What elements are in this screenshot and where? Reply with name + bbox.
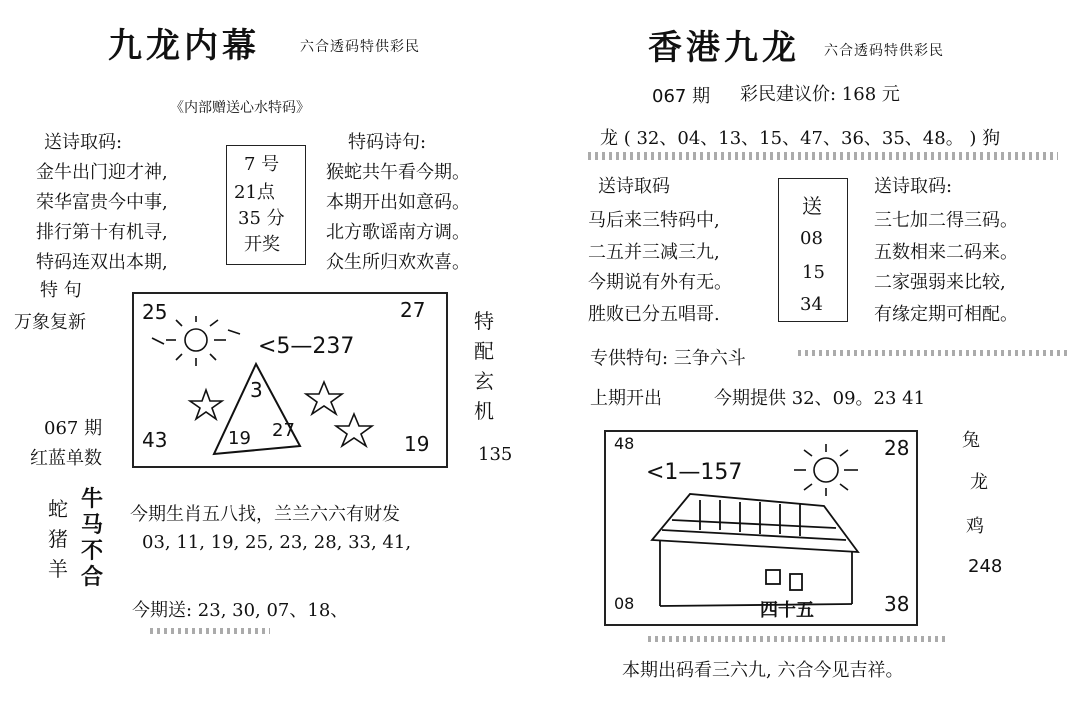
left-special-line: 猴蛇共午看今期。 [326,162,470,183]
right-poem-line-2: 三七加二得三码。 [874,210,1018,231]
left-issue: 067 期 [44,418,103,439]
triangle-num-left: 19 [228,428,251,449]
left-title: 九龙内幕 [108,26,260,66]
te-pei-label [472,306,496,426]
num-248: 248 [968,556,1003,577]
te-pei-char: 玄 [474,369,494,393]
sketch-num-tl: 48 [614,434,635,453]
animal-label: 兔 [962,430,980,451]
zodiac-left-col [46,494,70,584]
star-icon [306,382,342,414]
triangle-num-top: 3 [250,378,263,402]
animal-label: 鸡 [966,516,984,537]
star-icon [190,390,222,419]
right-poem-line-2: 有缘定期可相配。 [874,304,1018,325]
send-box-line: 15 [802,262,825,283]
red-blue-label: 红蓝单数 [30,448,102,469]
star-icon [336,414,372,446]
zodiac-char: 猪 [48,527,68,551]
left-poem-line: 排行第十有机寻, [36,222,168,243]
draw-time-line: 开奖 [244,234,280,255]
sketch-num-br: 19 [404,432,430,456]
right-poem-line: 二五并三减三九, [588,242,720,263]
right-issue: 067 期 [652,86,711,107]
right-title: 香港九龙 [648,28,800,68]
te-pei-char: 特 [474,309,494,333]
numbers-line: 03, 11, 19, 25, 23, 28, 33, 41, [142,532,412,553]
zodiac-char: 不 [80,538,103,564]
send-box-line: 送 [802,194,822,218]
draw-time-line: 21点 [234,182,275,203]
draw-time-line: 35 分 [238,208,285,229]
sketch-num-tr: 28 [884,436,910,460]
left-special-label: 特码诗句: [348,132,427,153]
right-subtitle: 六合透码特供彩民 [824,43,944,59]
noise-strip [798,350,1068,356]
te-pei-char: 机 [474,399,494,423]
zodiac-char: 蛇 [48,497,68,521]
animal-label: 龙 [970,472,988,493]
sketch-range: <5—237 [258,334,355,359]
send-box-line: 08 [800,228,823,249]
noise-strip [588,152,1058,160]
draw-time-line: 7 号 [244,154,280,175]
noise-strip [648,636,948,642]
sketch-num-bl: 08 [614,594,635,613]
sun-icon [152,316,240,366]
last-issue-label: 上期开出 [590,388,662,409]
left-poem-label: 送诗取码: [44,132,123,153]
sketch-num-tl: 25 [142,300,168,324]
right-poem-label: 送诗取码 [598,176,670,197]
noise-strip [150,628,270,634]
te-ju-label: 特 句 [40,280,82,301]
left-poem-line: 特码连双出本期, [36,252,168,273]
triangle-num-right: 27 [272,420,295,441]
zodiac-char: 牛 [80,486,103,512]
zodiac-char: 羊 [48,557,68,581]
left-inner-note: 《内部赠送心水特码》 [170,100,310,116]
left-special-line: 北方歌谣南方调。 [326,222,470,243]
right-poem-line: 今期说有外有无。 [588,272,732,293]
special-line: 专供特句: 三争六斗 [590,348,746,369]
price-line: 彩民建议价: 168 元 [740,84,900,105]
sketch-num-br: 38 [884,592,910,616]
send-box-line: 34 [800,294,823,315]
triangle-shape [214,364,300,454]
zodiac-text: 今期生肖五八找，兰兰六六有财发 [130,504,400,525]
left-poem-line: 荣华富贵今中事, [36,192,168,213]
right-poem-line: 马后来三特码中, [588,210,720,231]
right-poem-line-2: 二家强弱来比较, [874,272,1006,293]
left-poem-line: 金牛出门迎才神, [36,162,168,183]
zodiac-mid-col [80,486,104,590]
sketch-range: <1—157 [646,460,743,485]
wan-xiang-label: 万象复新 [14,312,86,333]
zodiac-char: 合 [80,564,103,590]
long-line: 龙 ( 32、04、13、15、47、36、35、48。 ) 狗 [600,128,1001,149]
right-poem-line: 胜败已分五唱哥. [588,304,720,325]
sketch-num-tr: 27 [400,298,426,322]
send-line: 今期送: 23, 30, 07、18、 [132,600,349,621]
sketch-num-bl: 43 [142,428,168,452]
right-poem-label-2: 送诗取码: [874,176,953,197]
right-poem-line-2: 五数相来二码来。 [874,242,1018,263]
zodiac-char: 马 [80,512,103,538]
provide-line: 今期提供 32、09。23 41 [714,388,926,409]
left-special-line: 本期开出如意码。 [326,192,470,213]
left-subtitle: 六合透码特供彩民 [300,39,420,55]
house-text: 四十五 [760,600,814,621]
bottom-line: 本期出码看三六九, 六合今见吉祥。 [622,660,904,681]
num-135: 135 [478,444,513,465]
left-special-line: 众生所归欢欢喜。 [326,252,470,273]
te-pei-char: 配 [474,339,494,363]
